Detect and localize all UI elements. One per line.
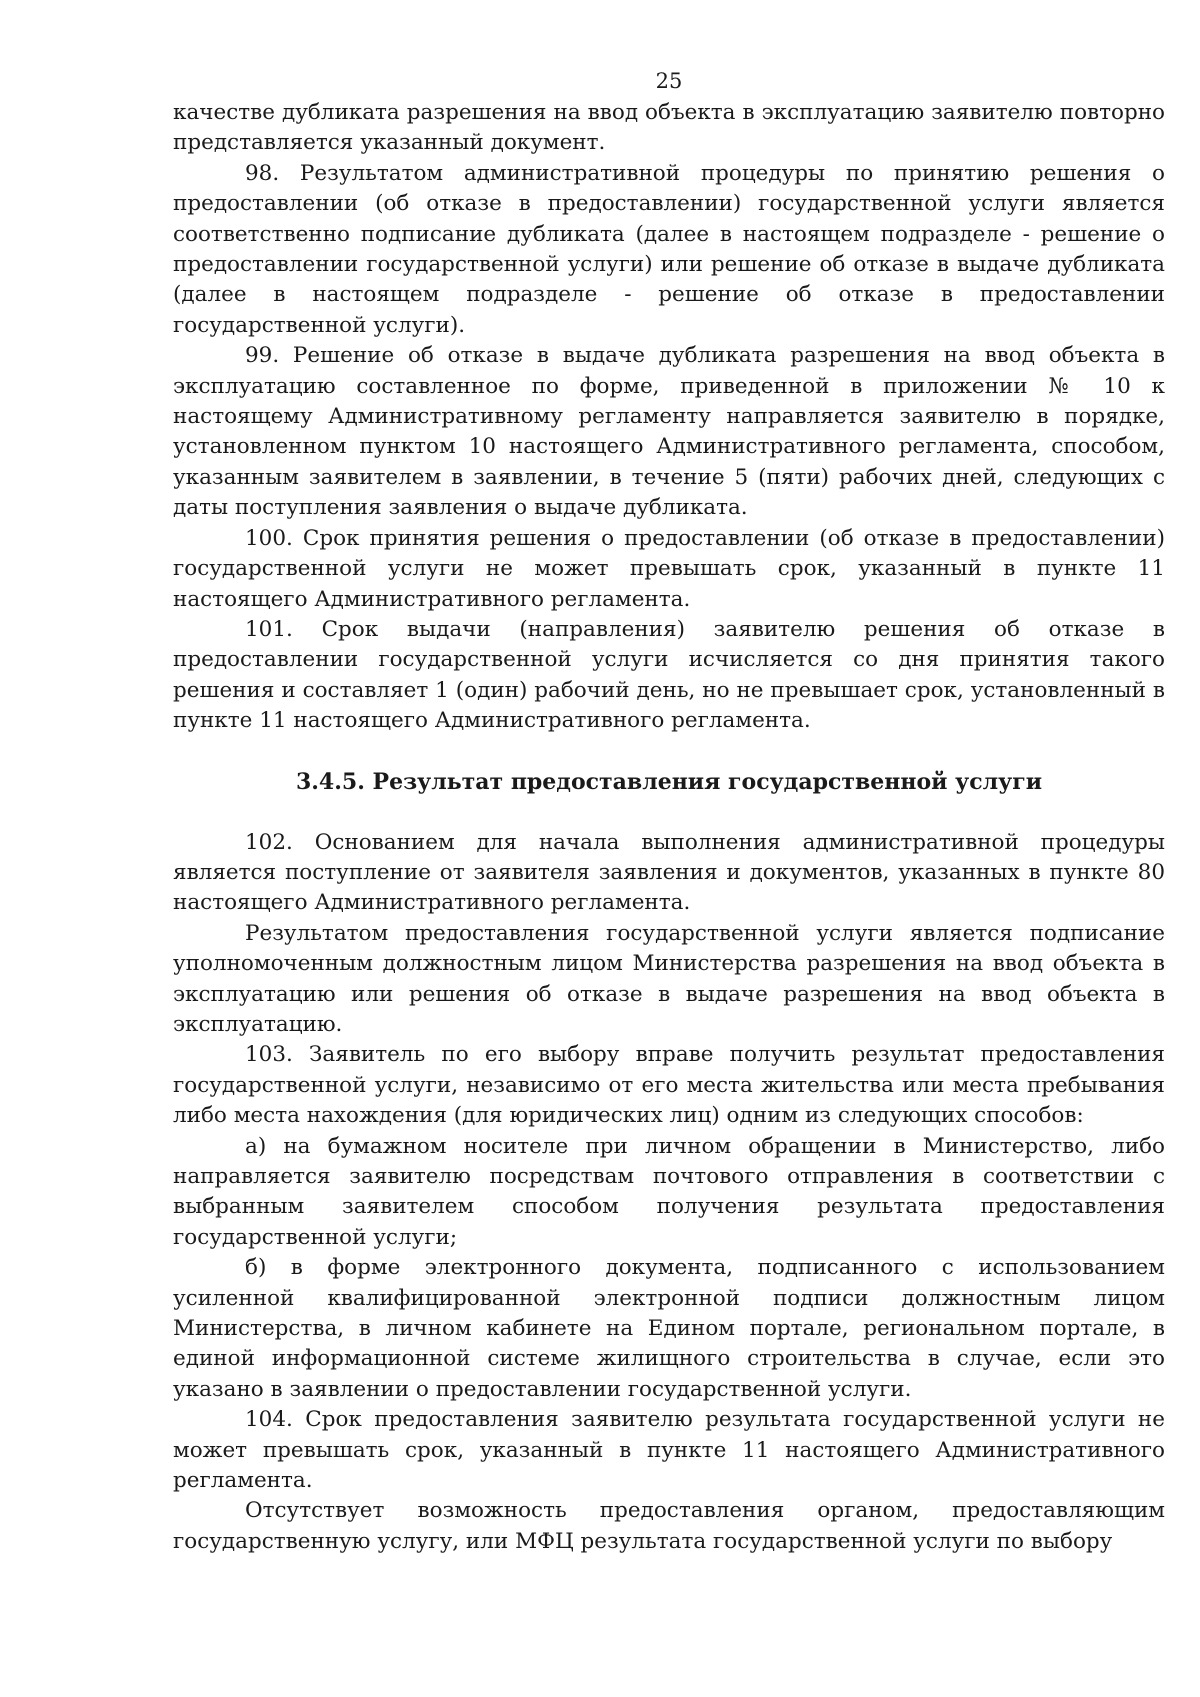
section-heading: 3.4.5. Результат предоставления государственной услуги <box>295 768 1043 795</box>
paragraph-option-a: а) на бумажном носителе при личном обращении в Министерство, либо направляется заявителю посредствам почтового отправления в соответствии с выбранным заявителем способом получения результата предоставления государственной услуги; <box>173 1133 1165 1250</box>
paragraph-100: 100. Срок принятия решения о предоставлении (об отказе в предоставлении) государственной услуги не может превышать срок, указанный в пункте 11 настоящего Административного регламента. <box>173 525 1165 612</box>
paragraph-continuation: качестве дубликата разрешения на ввод объекта в эксплуатацию заявителю повторно представляется указанный документ. <box>173 100 1165 156</box>
body-after-heading <box>173 828 1165 1558</box>
paragraph-103: 103. Заявитель по его выбору вправе получить результат предоставления государственной услуги, независимо от его места жительства или места пребывания либо места нахождения (для юридических лиц) одним из следующих способов: <box>173 1042 1165 1129</box>
paragraph-98: 98. Результатом административной процедуры по принятию решения о предоставлении (об отказе в предоставлении) государственной услуги является соответственно подписание дубликата (далее в настоящем подразделе - решение о предоставлении государственной услуги) или решение об отказе в выдаче дубликата (далее в настоящем подразделе - решение об отказе в предоставлении государственной услуги). <box>173 160 1165 338</box>
paragraph-absence: Отсутствует возможность предоставления органом, предоставляющим государственную услугу, или МФЦ результата государственной услуги по выбору <box>173 1498 1165 1554</box>
paragraph-102: 102. Основанием для начала выполнения административной процедуры является поступление от заявителя заявления и документов, указанных в пункте 80 настоящего Административного регламента. <box>173 829 1165 916</box>
body-before-heading <box>173 98 1165 737</box>
document-page <box>173 66 1165 1557</box>
paragraph-104: 104. Срок предоставления заявителю результата государственной услуги не может превышать срок, указанный в пункте 11 настоящего Административного регламента. <box>173 1407 1165 1494</box>
paragraph-101: 101. Срок выдачи (направления) заявителю решения об отказе в предоставлении государственной услуги исчисляется со дня принятия такого решения и составляет 1 (один) рабочий день, но не превышает срок, установленный в пункте 11 настоящего Административного регламента. <box>173 616 1165 734</box>
paragraph-option-b: б) в форме электронного документа, подписанного с использованием усиленной квалифицированной электронной подписи должностным лицом Министерства, в личном кабинете на Едином портале, региональном портале, в единой информационной системе жилищного строительства в случае, если это указано в заявлении о предоставлении государственной услуги. <box>173 1255 1165 1402</box>
paragraph-99: 99. Решение об отказе в выдаче дубликата разрешения на ввод объекта в эксплуатацию составленное по форме, приведенной в приложении № 10 к настоящему Административному регламенту направляется заявителю в порядке, установленном пунктом 10 настоящего Административного регламента, способом, указанным заявителем в заявлении, в течение 5 (пяти) рабочих дней, следующих с даты поступления заявления о выдаче дубликата. <box>173 343 1165 521</box>
paragraph-result: Результатом предоставления государственной услуги является подписание уполномоченным должностным лицом Министерства разрешения на ввод объекта в эксплуатацию или решения об отказе в выдаче разрешения на ввод объекта в эксплуатацию. <box>173 920 1165 1037</box>
page-number: 25 <box>655 69 683 93</box>
